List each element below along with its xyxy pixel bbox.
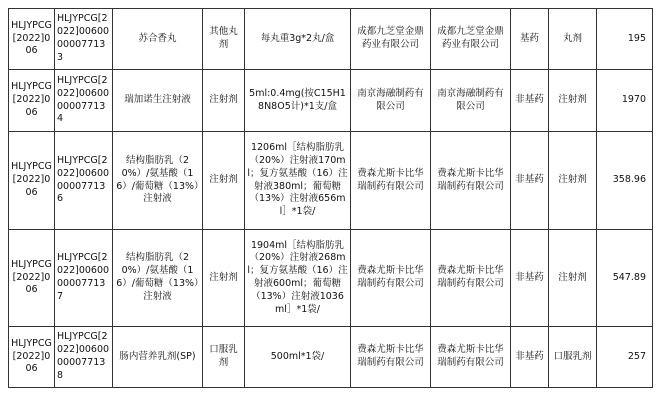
price-cell: 358.96	[597, 132, 653, 230]
form-short-cell: 口服乳剂	[549, 327, 597, 388]
product-id-cell: HLJYPCG[2022]00600000077136	[55, 132, 113, 230]
procurement-code-cell: HLJYPCG[2022]006	[9, 9, 55, 70]
price-cell: 547.89	[597, 230, 653, 327]
dosage-form-cell: 其他丸剂	[203, 9, 245, 70]
table-row	[9, 230, 653, 327]
product-id-cell: HLJYPCG[2022]00600000077138	[55, 327, 113, 388]
procurement-code-cell: HLJYPCG[2022]006	[9, 70, 55, 132]
price-cell: 195	[597, 9, 653, 70]
price-cell: 257	[597, 327, 653, 388]
dosage-form-cell: 口服乳剂	[203, 327, 245, 388]
drug-price-table	[8, 8, 653, 388]
product-id-cell: HLJYPCG[2022]00600000077137	[55, 230, 113, 327]
drug-name-cell: 瑞加诺生注射液	[113, 70, 203, 132]
specification-cell: 1206ml［结构脂肪乳（20%）注射液170ml；复方氨基酸（16）注射液380ml；葡萄糖（13%）注射液656ml］*1袋/	[245, 132, 351, 230]
category-cell: 非基药	[511, 327, 549, 388]
drug-name-cell: 结构脂肪乳（20%）/氨基酸（16）/葡萄糖（13%）注射液	[113, 132, 203, 230]
product-id-cell: HLJYPCG[2022]00600000077134	[55, 70, 113, 132]
table-row	[9, 132, 653, 230]
applicant-cell: 成都九芝堂金鼎药业有限公司	[431, 9, 511, 70]
procurement-code-cell: HLJYPCG[2022]006	[9, 327, 55, 388]
product-id-cell: HLJYPCG[2022]00600000077133	[55, 9, 113, 70]
drug-name-cell: 肠内营养乳剂(SP)	[113, 327, 203, 388]
table-row	[9, 9, 653, 70]
specification-cell: 每丸重3g*2丸/盒	[245, 9, 351, 70]
category-cell: 非基药	[511, 70, 549, 132]
category-cell: 非基药	[511, 230, 549, 327]
applicant-cell: 费森尤斯卡比华瑞制药有限公司	[431, 327, 511, 388]
form-short-cell: 丸剂	[549, 9, 597, 70]
table-row	[9, 70, 653, 132]
procurement-code-cell: HLJYPCG[2022]006	[9, 132, 55, 230]
manufacturer-cell: 成都九芝堂金鼎药业有限公司	[351, 9, 431, 70]
dosage-form-cell: 注射剂	[203, 132, 245, 230]
drug-name-cell: 结构脂肪乳（20%）/氨基酸（16）/葡萄糖（13%）注射液	[113, 230, 203, 327]
manufacturer-cell: 费森尤斯卡比华瑞制药有限公司	[351, 132, 431, 230]
category-cell: 基药	[511, 9, 549, 70]
manufacturer-cell: 费森尤斯卡比华瑞制药有限公司	[351, 327, 431, 388]
dosage-form-cell: 注射剂	[203, 70, 245, 132]
specification-cell: 1904ml［结构脂肪乳（20%）注射液268ml；复方氨基酸（16）注射液600ml；葡萄糖（13%）注射液1036ml］*1袋/	[245, 230, 351, 327]
manufacturer-cell: 南京海融制药有限公司	[351, 70, 431, 132]
form-short-cell: 注射剂	[549, 230, 597, 327]
applicant-cell: 南京海融制药有限公司	[431, 70, 511, 132]
drug-name-cell: 苏合香丸	[113, 9, 203, 70]
applicant-cell: 费森尤斯卡比华瑞制药有限公司	[431, 230, 511, 327]
table-row	[9, 327, 653, 388]
form-short-cell: 注射剂	[549, 70, 597, 132]
specification-cell: 5ml:0.4mg(按C15H18N8O5计)*1支/盒	[245, 70, 351, 132]
form-short-cell: 注射剂	[549, 132, 597, 230]
manufacturer-cell: 费森尤斯卡比华瑞制药有限公司	[351, 230, 431, 327]
dosage-form-cell: 注射剂	[203, 230, 245, 327]
specification-cell: 500ml*1袋/	[245, 327, 351, 388]
category-cell: 非基药	[511, 132, 549, 230]
applicant-cell: 费森尤斯卡比华瑞制药有限公司	[431, 132, 511, 230]
price-cell: 1970	[597, 70, 653, 132]
procurement-code-cell: HLJYPCG[2022]006	[9, 230, 55, 327]
